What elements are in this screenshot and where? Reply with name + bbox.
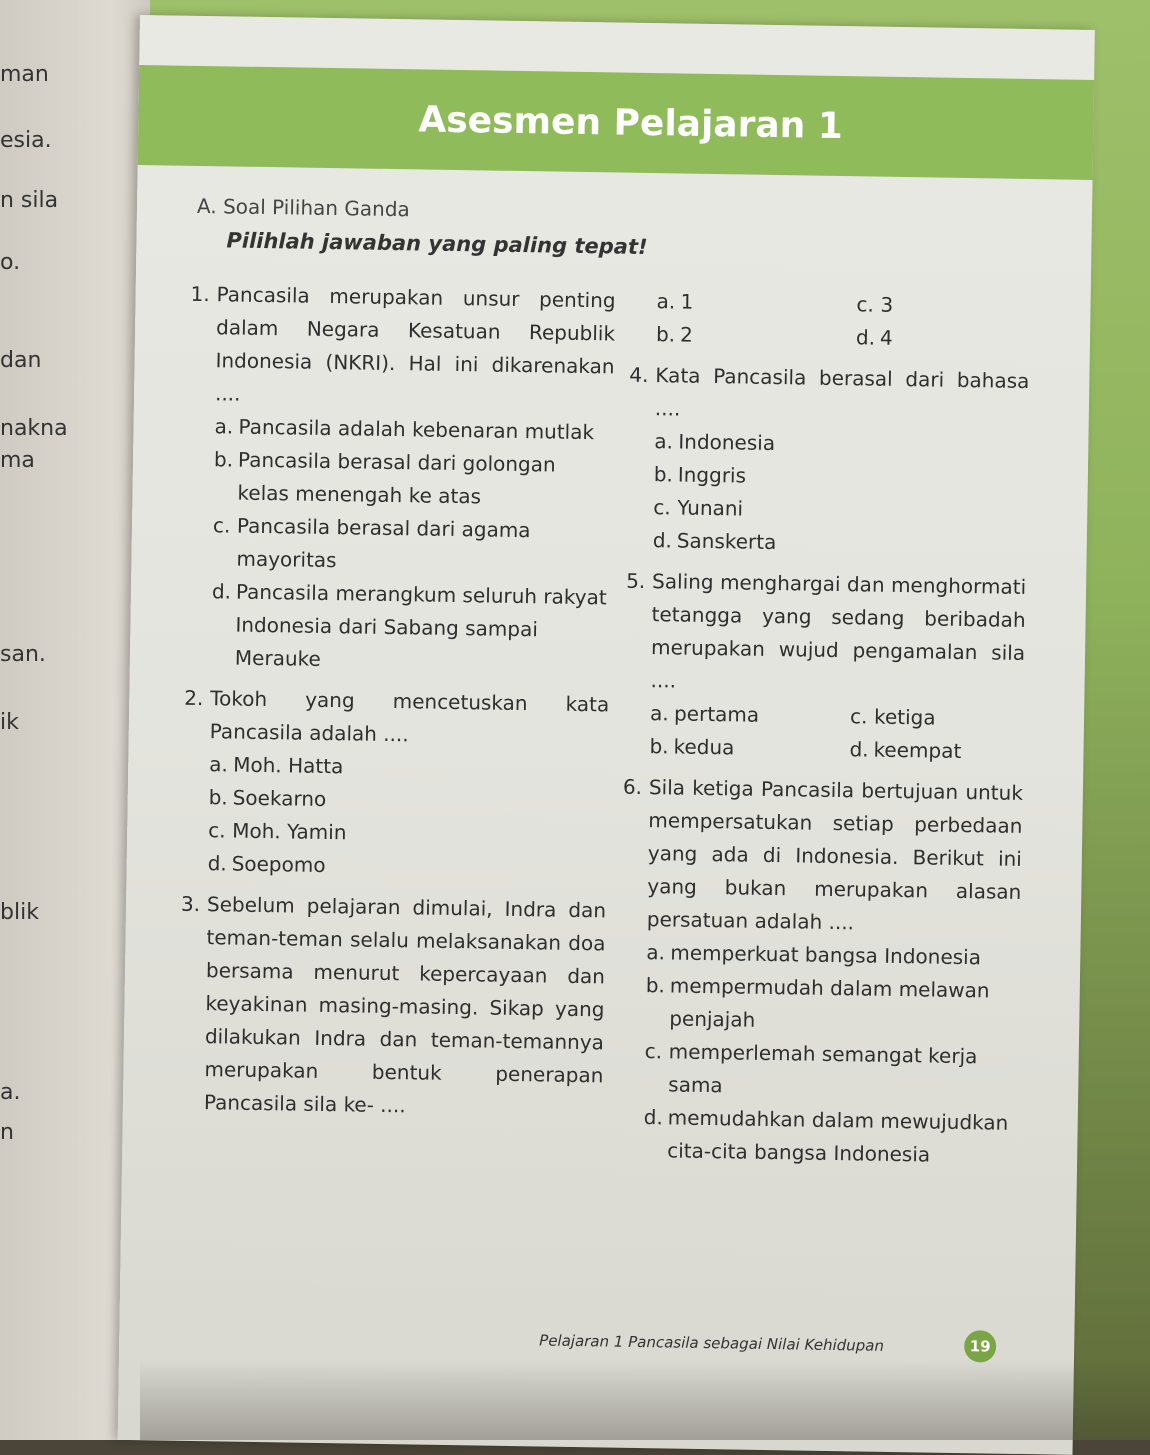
option-letter: a. [656, 289, 676, 314]
section-heading: A. Soal Pilihan Ganda [196, 193, 410, 222]
option-text: Pancasila berasal dari golongan kelas menengah ke atas [237, 447, 556, 509]
option-text: Pancasila berasal dari agama mayoritas [236, 513, 531, 573]
question-text: Pancasila merupakan unsur penting dalam Negara Kesatuan Republik Indonesia (NKRI). Hal ini dikarenakan .... [214, 282, 616, 406]
option-text: Soekarno [232, 785, 327, 812]
option [653, 524, 1027, 563]
left-text-fragment: ma [0, 448, 35, 473]
option-text: Moh. Hatta [233, 752, 344, 779]
option-text: mempermudah dalam melawan penjajah [669, 973, 990, 1032]
question-3 [178, 888, 607, 1126]
option-text: memudahkan dalam mewujudkan cita-cita bangsa Indonesia [667, 1105, 1009, 1167]
option-text: Indonesia [678, 429, 776, 456]
option-text: Sanskerta [676, 528, 777, 555]
question-number: 2. [184, 685, 204, 711]
question-number: 1. [190, 281, 210, 307]
option-letter: b. [653, 462, 674, 487]
option-text: ketiga [873, 704, 936, 730]
option [211, 575, 612, 680]
option-letter: c. [644, 1039, 663, 1064]
left-text-fragment: nakna [0, 416, 68, 441]
option-text: Inggris [677, 462, 747, 488]
question-text: Saling menghargai dan menghormati tetangga yang sedang beribadah merupakan wujud pengamalan sila .... [650, 569, 1027, 693]
option-text: 4 [879, 325, 893, 350]
question-3-options [630, 285, 1031, 357]
option [856, 288, 1036, 324]
option-text: Soepomo [231, 851, 326, 878]
option-letter: a. [649, 701, 669, 726]
option-text: Pancasila merangkum seluruh rakyat Indonesia dari Sabang sampai Merauke [234, 579, 607, 671]
worksheet-page [118, 15, 1095, 1455]
option [850, 700, 1030, 736]
option-text: memperkuat bangsa Indonesia [670, 940, 982, 970]
question-number: 5. [625, 568, 646, 594]
option-letter: c. [856, 292, 875, 317]
option-letter: c. [212, 513, 231, 538]
option-letter: b. [208, 785, 228, 810]
shadow-overlay [140, 1360, 1150, 1440]
option [643, 1101, 1018, 1173]
option-text: kedua [673, 734, 735, 760]
option-text: pertama [673, 701, 760, 727]
option [849, 733, 1029, 769]
question-2 [181, 682, 609, 887]
option-text: 3 [880, 292, 894, 317]
option-letter: b. [213, 447, 234, 472]
option-letter: d. [652, 528, 673, 553]
option [645, 969, 1020, 1041]
left-text-fragment: san. [0, 642, 46, 667]
option-letter: b. [649, 734, 669, 759]
option [656, 285, 856, 321]
option-letter: d. [849, 737, 869, 762]
question-number: 3. [180, 891, 201, 917]
question-text: Sila ketiga Pancasila bertujuan untuk mempersatukan setiap perbedaan yang ada di Indonesia. Berikut ini yang bukan merupakan alasan persatuan adalah .... [646, 775, 1024, 935]
left-text-fragment: blik [0, 900, 39, 925]
option [656, 318, 856, 354]
question-number: 6. [622, 774, 643, 799]
left-text-fragment: esia. [0, 128, 52, 153]
left-text-fragment: a. [0, 1080, 21, 1105]
option [650, 697, 850, 733]
left-text-fragment: o. [0, 250, 21, 275]
left-column [178, 278, 616, 1134]
option [212, 509, 612, 581]
option-letter: c. [849, 704, 868, 729]
right-column [617, 285, 1031, 1181]
option-letter: d. [643, 1105, 664, 1130]
question-1 [185, 278, 616, 681]
left-text-fragment: ik [0, 710, 19, 735]
page-number-badge: 19 [964, 1330, 996, 1362]
question-number: 4. [629, 362, 649, 388]
instruction: Pilihlah jawaban yang paling tepat! [226, 228, 648, 259]
option-letter: a. [654, 429, 674, 454]
option-letter: b. [655, 322, 676, 347]
option-text: memperlemah semangat kerja sama [668, 1039, 978, 1098]
option [649, 730, 849, 766]
left-text-fragment: man [0, 62, 49, 87]
option-text: keempat [873, 737, 962, 763]
question-text: Sebelum pelajaran dimulai, Indra dan teman-teman selalu melaksanakan doa bersama menurut kepercayaan dan keyakinan masing-masing. Sikap yang dilakukan Indra dan teman-temannya merupakan bentuk penerapan Pancasila sila ke- .... [203, 892, 607, 1118]
question-text: Kata Pancasila berasal dari bahasa .... [654, 363, 1030, 421]
option-text: 1 [680, 289, 694, 314]
left-text-fragment: dan [0, 348, 42, 373]
question-text: Tokoh yang mencetuskan kata Pancasila adalah .... [209, 686, 610, 747]
option-letter: d. [855, 325, 876, 350]
footer-text: Pelajaran 1 Pancasila sebagai Nilai Kehidupan [539, 1331, 885, 1355]
option-text: Yunani [677, 495, 744, 521]
left-text-fragment: n [0, 1120, 14, 1145]
option-letter: c. [653, 495, 671, 520]
option [213, 443, 613, 515]
option-text: 2 [679, 322, 693, 347]
option [207, 847, 606, 886]
option-letter: a. [646, 940, 666, 965]
option-text: Pancasila adalah kebenaran mutlak [238, 414, 595, 445]
option-letter: a. [214, 414, 234, 439]
option-letter: c. [208, 818, 226, 843]
question-5 [623, 565, 1026, 769]
question-6 [617, 771, 1023, 1173]
option-letter: b. [645, 973, 666, 998]
question-4 [627, 359, 1030, 563]
option [644, 1035, 1019, 1107]
option-letter: d. [211, 579, 232, 604]
page-title: Asesmen Pelajaran 1 [418, 99, 844, 148]
option-text: Moh. Yamin [232, 818, 347, 845]
option-letter: a. [209, 752, 229, 777]
option-letter: d. [207, 851, 227, 876]
option [856, 321, 1036, 357]
left-text-fragment: n sila [0, 188, 59, 213]
